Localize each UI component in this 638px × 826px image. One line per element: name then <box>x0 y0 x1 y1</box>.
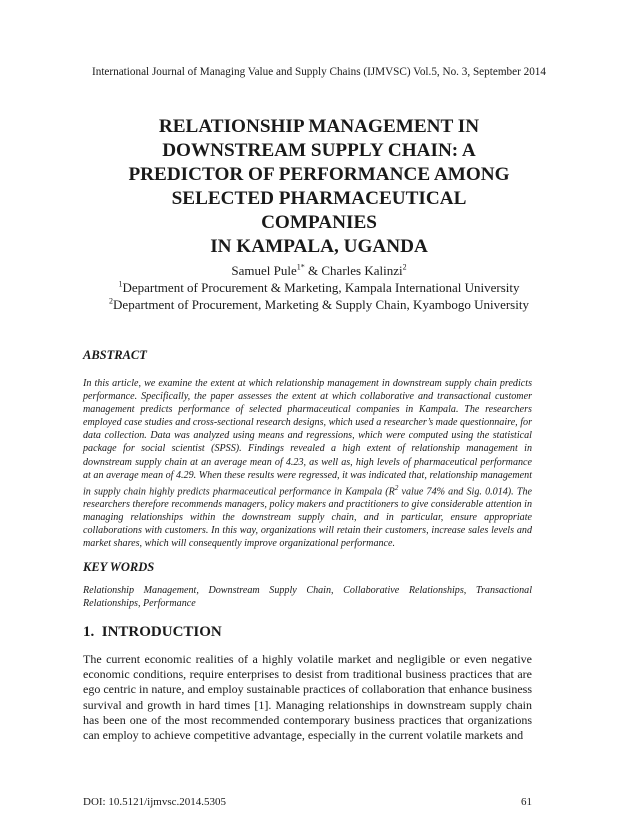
affiliation-superscript: 1 <box>118 279 123 289</box>
abstract-body <box>83 377 532 551</box>
keywords-heading: KEY WORDS <box>83 560 155 574</box>
author-line <box>40 262 598 279</box>
keywords-body: Relationship Management, Downstream Supply Chain, Collaborative Relationships, Transactional Relationships, Performance <box>83 585 532 610</box>
title-line: COMPANIES <box>261 212 377 233</box>
affiliation-line <box>40 279 598 296</box>
running-header: International Journal of Managing Value and Supply Chains (IJMVSC) Vol.5, No. 3, September 2014 <box>92 66 546 78</box>
affiliation-text: Department of Procurement & Marketing, Kampala International University <box>122 280 520 295</box>
author-name: Charles Kalinzi <box>321 263 403 278</box>
abstract-heading: ABSTRACT <box>83 348 147 362</box>
page-number: 61 <box>521 796 532 808</box>
title-line: RELATIONSHIP MANAGEMENT IN <box>158 116 480 137</box>
paper-title <box>60 115 578 259</box>
introduction-heading: 1. INTRODUCTION <box>83 624 222 640</box>
affiliation-superscript: 2 <box>109 296 114 306</box>
affiliation-line <box>40 296 598 313</box>
abstract-text: value 74% and Sig. 0.014). The researchers therefore recommends managers, policy makers and practitioners to give considerable attention in managing relationships within the downstream supply chain, and in particular, ensure appropriate collaborations with customers. In this way, organizations will retain their customers, increase sales levels and market shares, which will consequently improve organizational performance. <box>83 486 532 550</box>
introduction-body: The current economic realities of a highly volatile market and negligible or even negative economic conditions, require enterprises to desist from traditional business practices that are ego centric in nature, and employ sustainable practices of collaboration that enhance business survival and growth in hard times [1]. Managing relationships in downstream supply chain has been one of the most recommended contemporary business practices that organizations can employ to achieve competitive advantage, especially in the current volatile markets and <box>83 652 532 743</box>
affiliation-text: Department of Procurement, Marketing & Supply Chain, Kyambogo University <box>113 297 529 312</box>
author-name: Samuel Pule <box>231 263 297 278</box>
author-connector: & <box>304 263 322 278</box>
footer-doi: DOI: 10.5121/ijmvsc.2014.5305 <box>83 796 226 808</box>
title-line: DOWNSTREAM SUPPLY CHAIN: A <box>162 140 476 161</box>
title-line: SELECTED PHARMACEUTICAL <box>171 188 467 209</box>
title-line: PREDICTOR OF PERFORMANCE AMONG <box>128 164 510 185</box>
title-line: IN KAMPALA, UGANDA <box>210 236 428 257</box>
author-superscript: 1* <box>296 262 305 272</box>
author-superscript: 2 <box>402 262 407 272</box>
abstract-text: In this article, we examine the extent at which relationship management in downstream supply chain predicts performance. Specifically, the paper assesses the extent at which collaborative and transactional customer management predicts performance of selected pharmaceutical companies in Kampala. The researchers employed case studies and cross-sectional research designs, which used a researcher’s made questionnaire, for data collection. Data was analyzed using means and regressions, which were computed using the statistical package for social scientist (SPSS). Findings revealed a high extent of relationship management in downstream supply chain at an average mean of 4.23, as well as, high levels of pharmaceutical performance at an average mean of 4.29. When these results were regressed, it was indicated that, relationship management in supply chain highly predicts pharmaceutical performance in Kampala (R <box>83 378 533 498</box>
r-squared-superscript: 2 <box>394 483 399 492</box>
authors-block <box>40 262 598 313</box>
